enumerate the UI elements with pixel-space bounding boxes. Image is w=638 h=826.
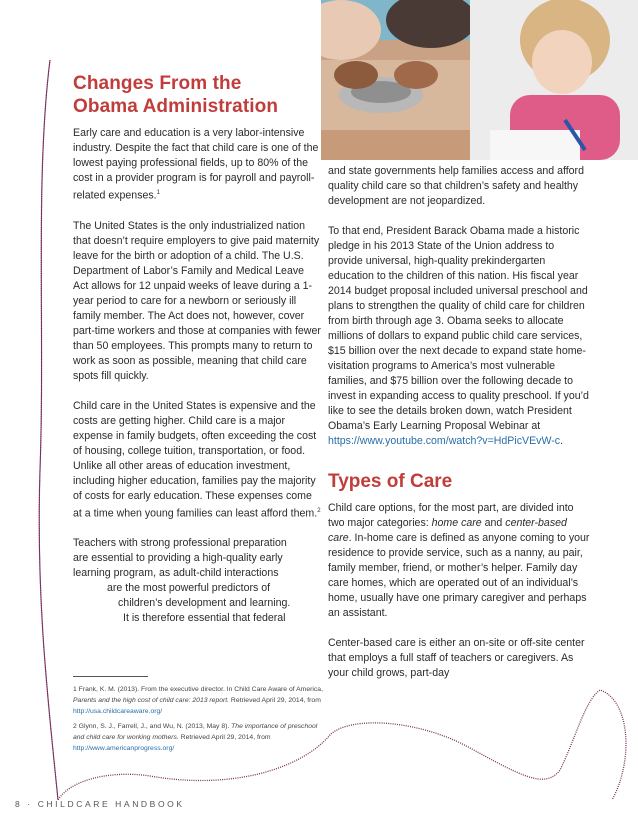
webinar-link[interactable]: https://www.youtube.com/watch?v=HdPicVEvW-c	[328, 435, 561, 447]
paragraph-child-care-costs: Child care in the United States is expensive and the costs are getting higher. Child care is a major expense in family budgets, often exceeding the cost of housing, college tuition, transportation, or food. Unlike all other areas of education investment, including higher education, families pay the majority of costs for early education. These expenses come at a time when young families can least afford them.$^2$	[73, 399, 321, 520]
section-title-types-of-care: Types of Care	[328, 471, 453, 492]
paragraph-maternity-leave: The United States is the only industrialized nation that doesn’t require employers to give paid maternity leave for the birth or adoption of a child. The U.S. Department of Labor’s Family and Medical Leave Act allows for 12 unpaid weeks of leave during a 1-year period to care for a newborn or seriously ill family member. The Act does not, however, cover part-time workers and those at companies with fewer than 50 employees. This prompts many to return to work as soon as possible, meaning that child care spots fill quickly.	[73, 219, 321, 382]
paragraph-state-governments: and state governments help families access and afford quality child care so that children’s safety and healthy development are not jeopardized.	[328, 165, 584, 207]
teachers-line-3: learning program, as adult-child interactions	[73, 567, 279, 580]
paragraph-care-categories: Child care options, for the most part, are divided into two major categories: home care and center-based care. In-home care is defined as anyone coming to your residence to provide service, such as a nanny, au pair, family member, friend, or mother’s helper. Family day care homes, which are operated out of an individual’s home, usually have one primary caregiver and perhaps an assistant.	[328, 502, 590, 619]
footnote-divider	[73, 676, 148, 677]
paragraph-teachers	[73, 536, 321, 626]
footnote-2: 2 Glynn, S. J., Farrell, J., and Wu, N. (2013, May 8). The importance of preschool and child care for working mothers. Retrieved April 29, 2014, from http://www.americanprogress.org/	[73, 723, 318, 752]
footnote-ref-2: 2	[317, 507, 321, 514]
footnotes	[73, 684, 323, 758]
teachers-line-1: Teachers with strong professional preparation	[73, 537, 287, 550]
teachers-line-4: are the most powerful predictors of	[107, 582, 271, 595]
left-column	[73, 72, 321, 641]
paragraph-obama-pledge: To that end, President Barack Obama made a historic pledge in his 2013 State of the Union address to provide universal, high-quality prekindergarten education to the children of this nation. His fiscal year 2014 budget proposal included universal preschool and plans to strengthen the quality of child care for children from birth through age 3. Obama seeks to allocate millions of dollars to expand public child care services, $15 billion over the next decade to expand state home-visitation programs to America’s most vulnerable families, and $75 billion over the following decade to invest in expanding access to quality preschool. If you’d like to see the details broken down, watch President Obama’s Early Learning Proposal Webinar at https://www.youtube.com/watch?v=HdPicVEvW-c.	[328, 225, 589, 447]
teachers-line-6: It is therefore essential that federal	[123, 612, 286, 625]
teachers-line-5: children’s development and learning.	[118, 597, 291, 610]
title-line-1: Changes From the	[73, 73, 242, 94]
page-footer	[15, 799, 185, 809]
title-line-2: Obama Administration	[73, 96, 279, 117]
page-number: 8	[15, 799, 23, 809]
section-title-obama	[73, 72, 321, 118]
footnote-1: 1 Frank, K. M. (2013). From the executive director. In Child Care Aware of America, Parents and the high cost of child care: 2013 report. Retrieved April 29, 2014, from http://usa.childcareaware.org/	[73, 686, 323, 715]
book-title: CHILDCARE HANDBOOK	[37, 799, 185, 809]
footer-separator: ·	[27, 799, 33, 809]
paragraph-center-based: Center-based care is either an on-site or off-site center that employs a full staff of teachers or caregivers. As your child grows, part-day	[328, 637, 585, 679]
teachers-line-2: are essential to providing a high-quality early	[73, 552, 283, 565]
photo-children-baking	[321, 0, 470, 160]
photo-girl-drawing	[470, 0, 638, 160]
footnote-1-link[interactable]: http://usa.childcareaware.org/	[73, 708, 163, 715]
paragraph-labor-costs: Early care and education is a very labor-intensive industry. Despite the fact that child care is one of the lowest paying professional fields, up to 80% of the cost in a provider program is for payroll and payroll-related expenses.$^1$	[73, 127, 319, 202]
right-column	[328, 164, 590, 696]
footnote-2-link[interactable]: http://www.americanprogress.org/	[73, 745, 175, 752]
footnote-ref-1: 1	[156, 190, 160, 196]
